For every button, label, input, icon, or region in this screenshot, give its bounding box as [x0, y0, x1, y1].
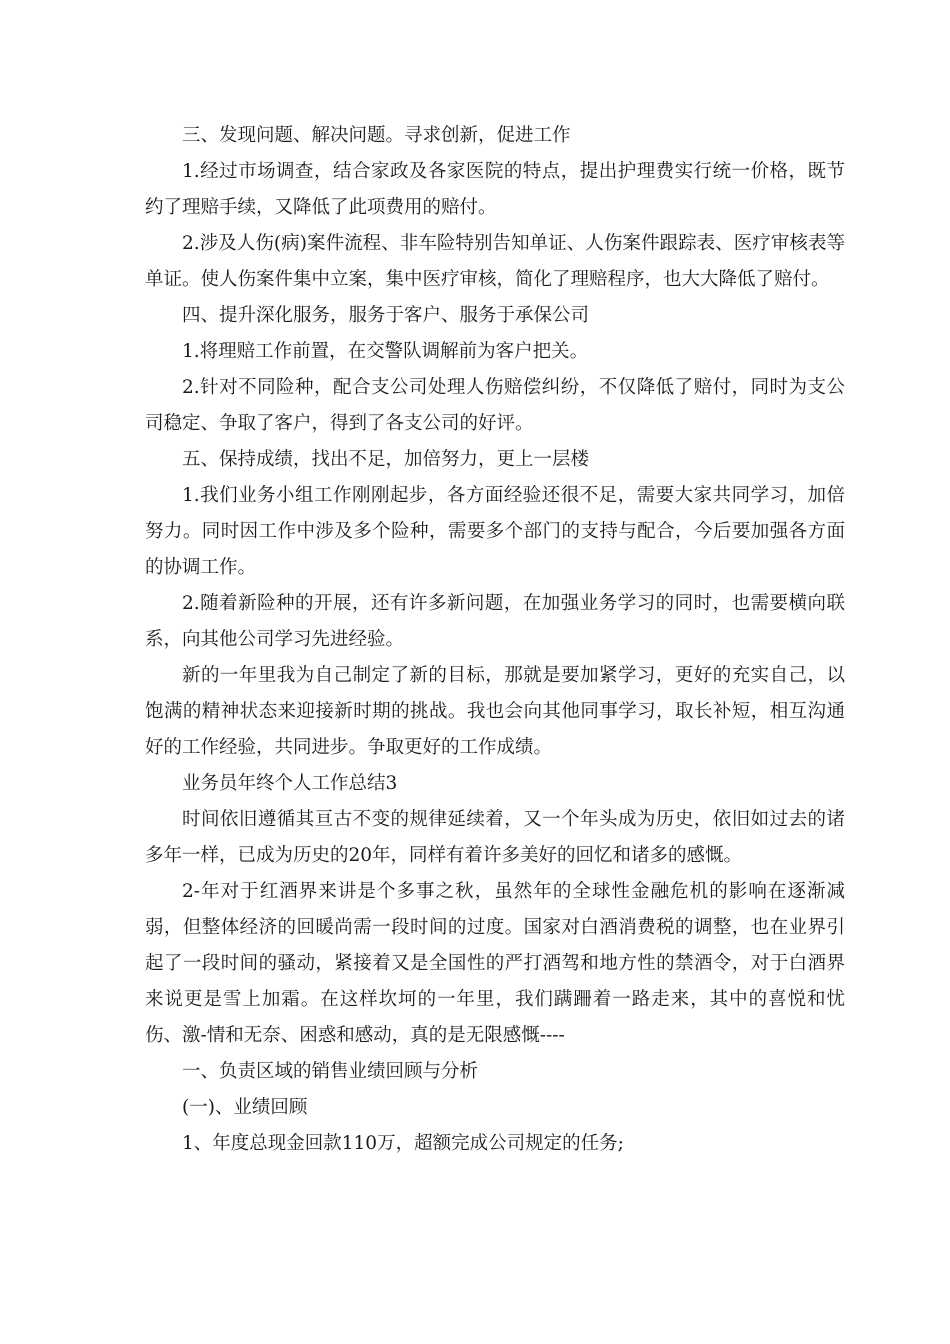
paragraph: 1、年度总现金回款110万，超额完成公司规定的任务;	[182, 1133, 624, 1154]
paragraph: 时间依旧遵循其亘古不变的规律延续着，又一个年头成为历史，依旧如过去的诸多年一样，已成为历史的20年，同样有着许多美好的回忆和诸多的感慨。	[145, 809, 845, 866]
heading-section-three: 三、发现问题、解决问题。寻求创新，促进工作	[182, 125, 571, 146]
paragraph: 1.将理赔工作前置，在交警队调解前为客户把关。	[182, 341, 589, 362]
paragraph: 新的一年里我为自己制定了新的目标，那就是要加紧学习，更好的充实自己，以饱满的精神状态来迎接新时期的挑战。我也会向其他同事学习，取长补短，相互沟通好的工作经验，共同进步。争取更好的工作成绩。	[145, 665, 845, 758]
paragraph: 2.随着新险种的开展，还有许多新问题，在加强业务学习的同时，也需要横向联系，向其他公司学习先进经验。	[145, 593, 845, 650]
paragraph: 1.经过市场调查，结合家政及各家医院的特点，提出护理费实行统一价格，既节约了理赔手续，又降低了此项费用的赔付。	[145, 161, 845, 218]
paragraph: 2-年对于红酒界来讲是个多事之秋，虽然年的全球性金融危机的影响在逐渐减弱，但整体经济的回暖尚需一段时间的过度。国家对白酒消费税的调整，也在业界引起了一段时间的骚动，紧接着又是全国性的严打酒驾和地方性的禁酒令，对于白酒界来说更是雪上加霜。在这样坎坷的一年里，我们蹒跚着一路走来，其中的喜悦和忧伤、激-情和无奈、困惑和感动，真的是无限感慨----	[145, 881, 845, 1046]
document-subtitle: 业务员年终个人工作总结3	[182, 773, 398, 794]
paragraph: 2.涉及人伤(病)案件流程、非车险特别告知单证、人伤案件跟踪表、医疗审核表等单证。使人伤案件集中立案，集中医疗审核，简化了理赔程序，也大大降低了赔付。	[145, 233, 845, 290]
heading-section-five: 五、保持成绩，找出不足，加倍努力，更上一层楼	[182, 449, 590, 470]
paragraph: 1.我们业务小组工作刚刚起步，各方面经验还很不足，需要大家共同学习，加倍努力。同时因工作中涉及多个险种，需要多个部门的支持与配合，今后要加强各方面的协调工作。	[145, 485, 845, 578]
heading-section-four: 四、提升深化服务，服务于客户、服务于承保公司	[182, 305, 590, 326]
heading-section-one: 一、负责区域的销售业绩回顾与分析	[182, 1061, 479, 1082]
paragraph: 2.针对不同险种，配合支公司处理人伤赔偿纠纷，不仅降低了赔付，同时为支公司稳定、争取了客户，得到了各支公司的好评。	[145, 377, 845, 434]
document-page	[145, 118, 845, 1162]
heading-subsection: (一)、业绩回顾	[182, 1097, 308, 1118]
